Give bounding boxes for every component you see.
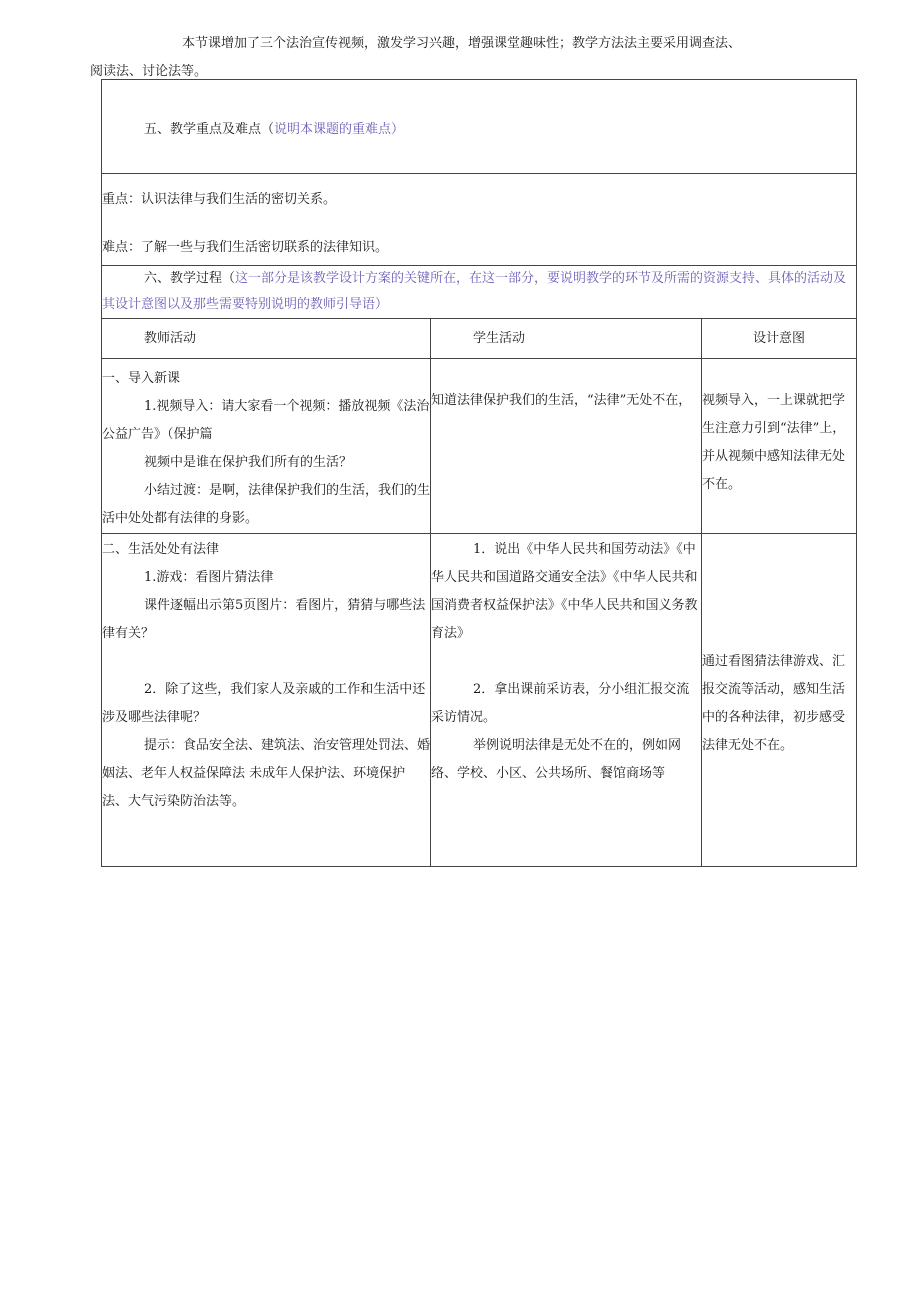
row2-student-p3: 举例说明法律是无处不在的，例如网络、学校、小区、公共场所、餐馆商场等 (431, 738, 682, 781)
student-activity-cell (431, 359, 702, 534)
row1-teacher-title: 一、导入新课 (102, 371, 181, 386)
row2-student-p1: 1．说出《中华人民共和国劳动法》《中华人民共和国道路交通安全法》《中华人民共和国消费者权益保护法》《中华人民共和国义务教育法》 (431, 542, 698, 641)
teacher-column-header: 教师活动 (144, 331, 197, 346)
table-row (102, 534, 857, 867)
teacher-activity-cell (102, 534, 431, 867)
row2-teacher-title: 二、生活处处有法律 (102, 542, 220, 557)
focus-point: 重点：认识法律与我们生活的密切关系。 (102, 192, 337, 207)
section5-note: 说明本课题的重难点） (274, 122, 405, 137)
row1-design-p1: 视频导入，一上课就把学生注意力引到“法律”上，并从视频中感知法律无处不在。 (702, 393, 846, 492)
section6-note: 这一部分是该教学设计方案的关键所在，在这一部分，要说明教学的环节及所需的资源支持、具体的活动及其设计意图以及那些需要特别说明的教师引导语） (102, 271, 847, 312)
row2-design-p1: 通过看图猜法律游戏、汇报交流等活动，感知生活中的各种法律，初步感受法律无处不在。 (702, 654, 846, 753)
key-points-row (102, 174, 857, 266)
row2-student-p2: 2．拿出课前采访表，分小组汇报交流采访情况。 (431, 682, 690, 725)
section5-row (102, 80, 857, 174)
intro-line-1: 本节课增加了三个法治宣传视频，激发学习兴趣，增强课堂趣味性；教学方法法主要采用调查法、 (182, 36, 742, 51)
student-activity-cell (431, 534, 702, 867)
design-column-header: 设计意图 (753, 331, 806, 346)
row2-teacher-p4: 提示：食品安全法、建筑法、治安管理处罚法、婚姻法、老年人权益保障法 未成年人保护法、环境保护法、大气污染防治法等。 (102, 738, 431, 809)
teacher-activity-cell (102, 359, 431, 534)
row2-teacher-p1: 1.游戏：看图片猜法律 (144, 570, 274, 585)
table-row (102, 359, 857, 534)
row1-teacher-p3: 小结过渡：是啊，法律保护我们的生活，我们的生活中处处都有法律的身影。 (102, 483, 431, 526)
row1-teacher-p1: 1.视频导入：请大家看一个视频：播放视频《法治公益广告》（保护篇 (102, 399, 430, 442)
section5-heading: 五、教学重点及难点（说明本课题的重难点） (144, 122, 405, 137)
column-header-row (102, 319, 857, 359)
design-intent-cell (702, 359, 857, 534)
lesson-plan-table (101, 79, 857, 867)
design-intent-cell (702, 534, 857, 867)
section6-heading: 六、教学过程（这一部分是该教学设计方案的关键所在，在这一部分，要说明教学的环节及所需的资源支持、具体的活动及其设计意图以及那些需要特别说明的教师引导语） (102, 271, 847, 312)
difficulty-point: 难点：了解一些与我们生活密切联系的法律知识。 (102, 240, 389, 255)
section6-row (102, 266, 857, 319)
student-column-header: 学生活动 (473, 331, 526, 346)
intro-line-2: 阅读法、讨论法等。 (90, 64, 208, 79)
row2-teacher-p3: 2．除了这些，我们家人及亲戚的工作和生活中还涉及哪些法律呢？ (102, 682, 426, 725)
intro-paragraph (90, 30, 860, 86)
row1-teacher-p2: 视频中是谁在保护我们所有的生活？ (144, 455, 353, 470)
row2-teacher-p2: 课件逐幅出示第5页图片：看图片，猜猜与哪些法律有关？ (102, 598, 426, 641)
row1-student-p1: 知道法律保护我们的生活，“法律”无处不在， (431, 393, 692, 408)
